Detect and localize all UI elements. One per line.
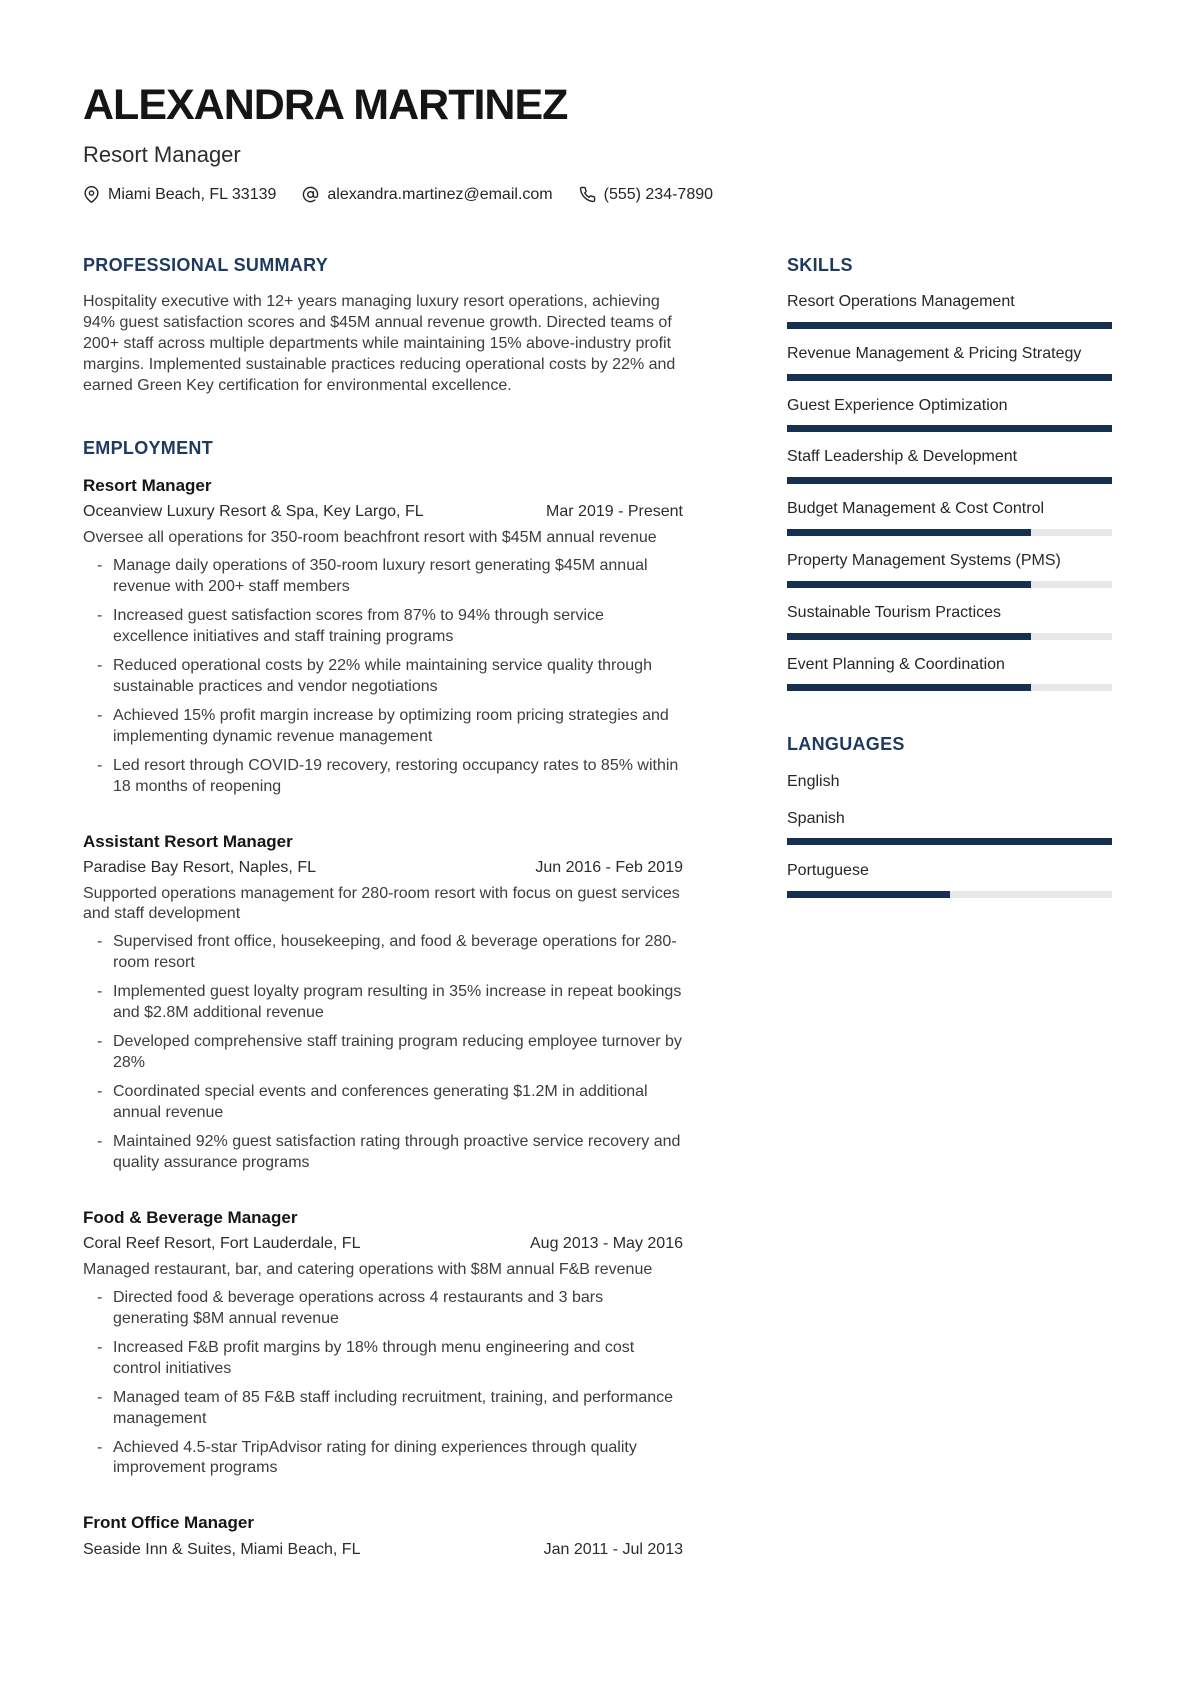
job-entry bbox=[83, 831, 683, 1174]
employment-heading: EMPLOYMENT bbox=[83, 437, 214, 458]
skill-level-bar bbox=[787, 684, 1112, 691]
job-dates: Jan 2011 - Jul 2013 bbox=[543, 1540, 683, 1558]
language-label: Portuguese bbox=[787, 862, 869, 880]
languages-heading: LANGUAGES bbox=[787, 734, 905, 755]
job-company: Paradise Bay Resort, Naples, FL bbox=[83, 858, 316, 876]
contact-phone-text: (555) 234-7890 bbox=[603, 185, 714, 203]
skill-label: Sustainable Tourism Practices bbox=[787, 603, 1002, 621]
job-bullets bbox=[83, 932, 683, 1174]
skill-label: Guest Experience Optimization bbox=[787, 396, 1008, 414]
job-meta bbox=[83, 1540, 683, 1561]
job-bullet: - Reduced operational costs by 22% while maintaining service quality through sustainable practices and vendor negotiations bbox=[97, 656, 683, 698]
skill-level-bar bbox=[787, 425, 1112, 432]
job-meta bbox=[83, 1234, 683, 1255]
skills-heading: SKILLS bbox=[787, 254, 853, 275]
resume-header bbox=[83, 82, 1112, 204]
skills-section bbox=[787, 254, 1112, 692]
skill-level-bar bbox=[787, 581, 1112, 588]
language-item bbox=[787, 772, 1112, 793]
job-lead: Supported operations management for 280-room resort with focus on guest services and staff development bbox=[83, 884, 680, 923]
skill-level-bar bbox=[787, 633, 1112, 640]
job-title: Front Office Manager bbox=[83, 1513, 254, 1533]
skill-label: Resort Operations Management bbox=[787, 293, 1015, 311]
skill-item bbox=[787, 551, 1112, 588]
job-bullet: - Achieved 4.5-star TripAdvisor rating for dining experiences through quality improvement programs bbox=[97, 1438, 683, 1480]
skill-item bbox=[787, 396, 1112, 433]
skill-item bbox=[787, 499, 1112, 536]
job-bullet: - Directed food & beverage operations across 4 restaurants and 3 bars generating $8M annual revenue bbox=[97, 1288, 683, 1330]
job-company: Oceanview Luxury Resort & Spa, Key Largo, FL bbox=[83, 503, 424, 521]
job-lead: Managed restaurant, bar, and catering operations with $8M annual F&B revenue bbox=[83, 1260, 653, 1278]
job-bullet: - Implemented guest loyalty program resulting in 35% increase in repeat bookings and $2.8M additional revenue bbox=[97, 982, 683, 1024]
job-dates: Jun 2016 - Feb 2019 bbox=[535, 858, 683, 876]
sidebar-column bbox=[787, 254, 1112, 1566]
at-sign-icon bbox=[302, 186, 319, 203]
language-level-bar bbox=[787, 891, 1112, 898]
skill-item bbox=[787, 447, 1112, 484]
map-pin-icon bbox=[83, 186, 100, 203]
job-bullet: - Managed team of 85 F&B staff including recruitment, training, and performance management bbox=[97, 1388, 683, 1430]
job-bullet: - Coordinated special events and conferences generating $1.2M in additional annual revenue bbox=[97, 1082, 683, 1124]
job-bullet: - Achieved 15% profit margin increase by optimizing room pricing strategies and implementing dynamic revenue management bbox=[97, 706, 683, 748]
job-meta bbox=[83, 502, 683, 523]
contact-location-text: Miami Beach, FL 33139 bbox=[108, 185, 277, 203]
job-bullet: - Led resort through COVID-19 recovery, restoring occupancy rates to 85% within 18 months of reopening bbox=[97, 756, 683, 798]
candidate-title: Resort Manager bbox=[83, 142, 241, 168]
summary-text: Hospitality executive with 12+ years managing luxury resort operations, achieving 94% guest satisfaction scores and $45M annual revenue growth. Directed teams of 200+ staff across multiple departments while maintaining 15% above-industry profit margins. Implemented sustainable practices reducing operational costs by 22% and earned Green Key certification for environmental excellence. bbox=[83, 293, 676, 394]
job-bullet: - Manage daily operations of 350-room luxury resort generating $45M annual revenue with 200+ staff members bbox=[97, 556, 683, 598]
job-meta bbox=[83, 858, 683, 879]
job-entry bbox=[83, 1512, 683, 1560]
employment-section bbox=[83, 437, 683, 1560]
languages-section bbox=[787, 733, 1112, 898]
job-title: Food & Beverage Manager bbox=[83, 1207, 298, 1227]
job-entry bbox=[83, 1207, 683, 1479]
contact-row bbox=[83, 186, 1112, 204]
contact-email bbox=[302, 186, 552, 204]
language-item bbox=[787, 861, 1112, 898]
main-column bbox=[83, 254, 683, 1566]
language-label: English bbox=[787, 772, 840, 790]
contact-location bbox=[83, 186, 276, 204]
job-bullets bbox=[83, 556, 683, 798]
skill-item bbox=[787, 603, 1112, 640]
skill-label: Revenue Management & Pricing Strategy bbox=[787, 344, 1082, 362]
skill-label: Event Planning & Coordination bbox=[787, 655, 1005, 673]
job-dates: Mar 2019 - Present bbox=[546, 503, 683, 521]
skill-label: Staff Leadership & Development bbox=[787, 448, 1018, 466]
skill-item bbox=[787, 292, 1112, 329]
job-entry bbox=[83, 475, 683, 797]
language-item bbox=[787, 809, 1112, 846]
job-company: Seaside Inn & Suites, Miami Beach, FL bbox=[83, 1540, 361, 1558]
job-bullet: - Increased F&B profit margins by 18% through menu engineering and cost control initiatives bbox=[97, 1338, 683, 1380]
resume-body bbox=[83, 254, 1112, 1566]
skill-level-bar bbox=[787, 374, 1112, 381]
job-lead: Oversee all operations for 350-room beachfront resort with $45M annual revenue bbox=[83, 529, 657, 547]
summary-section bbox=[83, 254, 683, 397]
phone-icon bbox=[579, 186, 596, 203]
job-bullet: - Supervised front office, housekeeping, and food & beverage operations for 280-room resort bbox=[97, 932, 683, 974]
language-label: Spanish bbox=[787, 809, 845, 827]
contact-email-text: alexandra.martinez@email.com bbox=[327, 185, 553, 203]
job-bullet: - Maintained 92% guest satisfaction rating through proactive service recovery and quality assurance programs bbox=[97, 1132, 683, 1174]
language-level-bar bbox=[787, 838, 1112, 845]
skill-item bbox=[787, 344, 1112, 381]
job-company: Coral Reef Resort, Fort Lauderdale, FL bbox=[83, 1235, 361, 1253]
skill-level-bar bbox=[787, 322, 1112, 329]
skill-level-bar bbox=[787, 477, 1112, 484]
job-bullets bbox=[83, 1288, 683, 1480]
skill-item bbox=[787, 655, 1112, 692]
skill-level-bar bbox=[787, 529, 1112, 536]
contact-phone bbox=[579, 186, 713, 204]
job-bullet: - Increased guest satisfaction scores from 87% to 94% through service excellence initiatives and staff training programs bbox=[97, 606, 683, 648]
job-dates: Aug 2013 - May 2016 bbox=[530, 1235, 683, 1253]
candidate-name: ALEXANDRA MARTINEZ bbox=[83, 81, 568, 129]
job-title: Assistant Resort Manager bbox=[83, 831, 293, 851]
job-bullet: - Developed comprehensive staff training program reducing employee turnover by 28% bbox=[97, 1032, 683, 1074]
job-title: Resort Manager bbox=[83, 476, 212, 496]
skill-label: Property Management Systems (PMS) bbox=[787, 552, 1061, 570]
summary-heading: PROFESSIONAL SUMMARY bbox=[83, 254, 329, 275]
skill-label: Budget Management & Cost Control bbox=[787, 500, 1045, 518]
